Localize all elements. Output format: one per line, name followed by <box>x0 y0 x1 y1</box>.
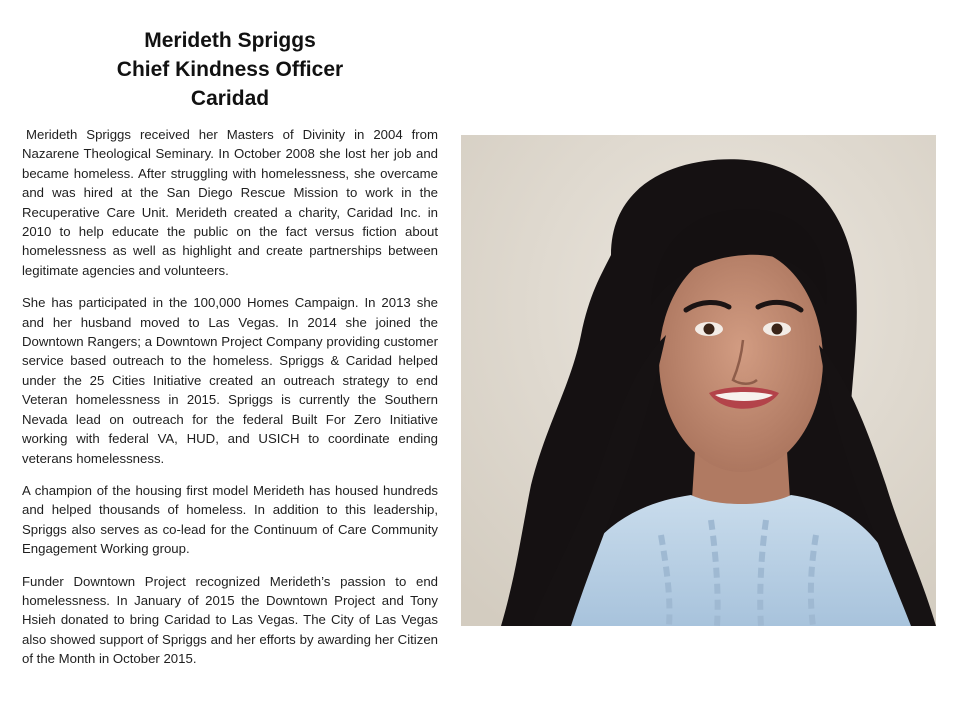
bio-paragraph-1: Merideth Spriggs received her Masters of Divinity in 2004 from Nazarene Theological Seminary. In October 2008 she lost her job and became homeless. After struggling with homelessness, she overcame and was hired at the San Diego Rescue Mission to work in the Recuperative Care Unit. Merideth created a charity, Caridad Inc. in 2010 to help educate the public on the fact versus fiction about homelessness as well as highlight and create partnerships between legitimate agencies and volunteers. <box>22 127 438 278</box>
bio-paragraph-4: Funder Downtown Project recognized Merideth’s passion to end homelessness. In January of 2015 the Downtown Project and Tony Hsieh donated to bring Caridad to Las Vegas. The City of Las Vegas also showed support of Spriggs and her efforts by awarding her Citizen of the Month in October 2015. <box>22 573 438 667</box>
portrait-photo <box>461 135 936 626</box>
portrait-icon <box>461 135 936 626</box>
organization-name: Caridad <box>190 87 270 110</box>
person-name: Merideth Spriggs <box>144 29 316 52</box>
bio-paragraph-2: She has participated in the 100,000 Homes Campaign. In 2013 she and her husband moved to Las Vegas. In 2014 she joined the Downtown Rangers; a Downtown Project Company providing customer service based outreach to the homeless. Spriggs & Caridad helped under the 25 Cities Initiative created an outreach strategy to end Veteran homelessness in 2015. Spriggs is currently the Southern Nevada lead on outreach for the federal Built For Zero Initiative working with federal VA, HUD, and USICH to coordinate ending veterans homelessness. <box>22 295 438 466</box>
bio-text <box>22 125 438 682</box>
person-role: Chief Kindness Officer <box>116 58 344 81</box>
title-block <box>60 26 400 113</box>
bio-paragraph-3: A champion of the housing first model Merideth has housed hundreds and helped thousands of homeless. In addition to this leadership, Spriggs also serves as co-lead for the Continuum of Care Community Engagement Working group. <box>22 482 438 557</box>
